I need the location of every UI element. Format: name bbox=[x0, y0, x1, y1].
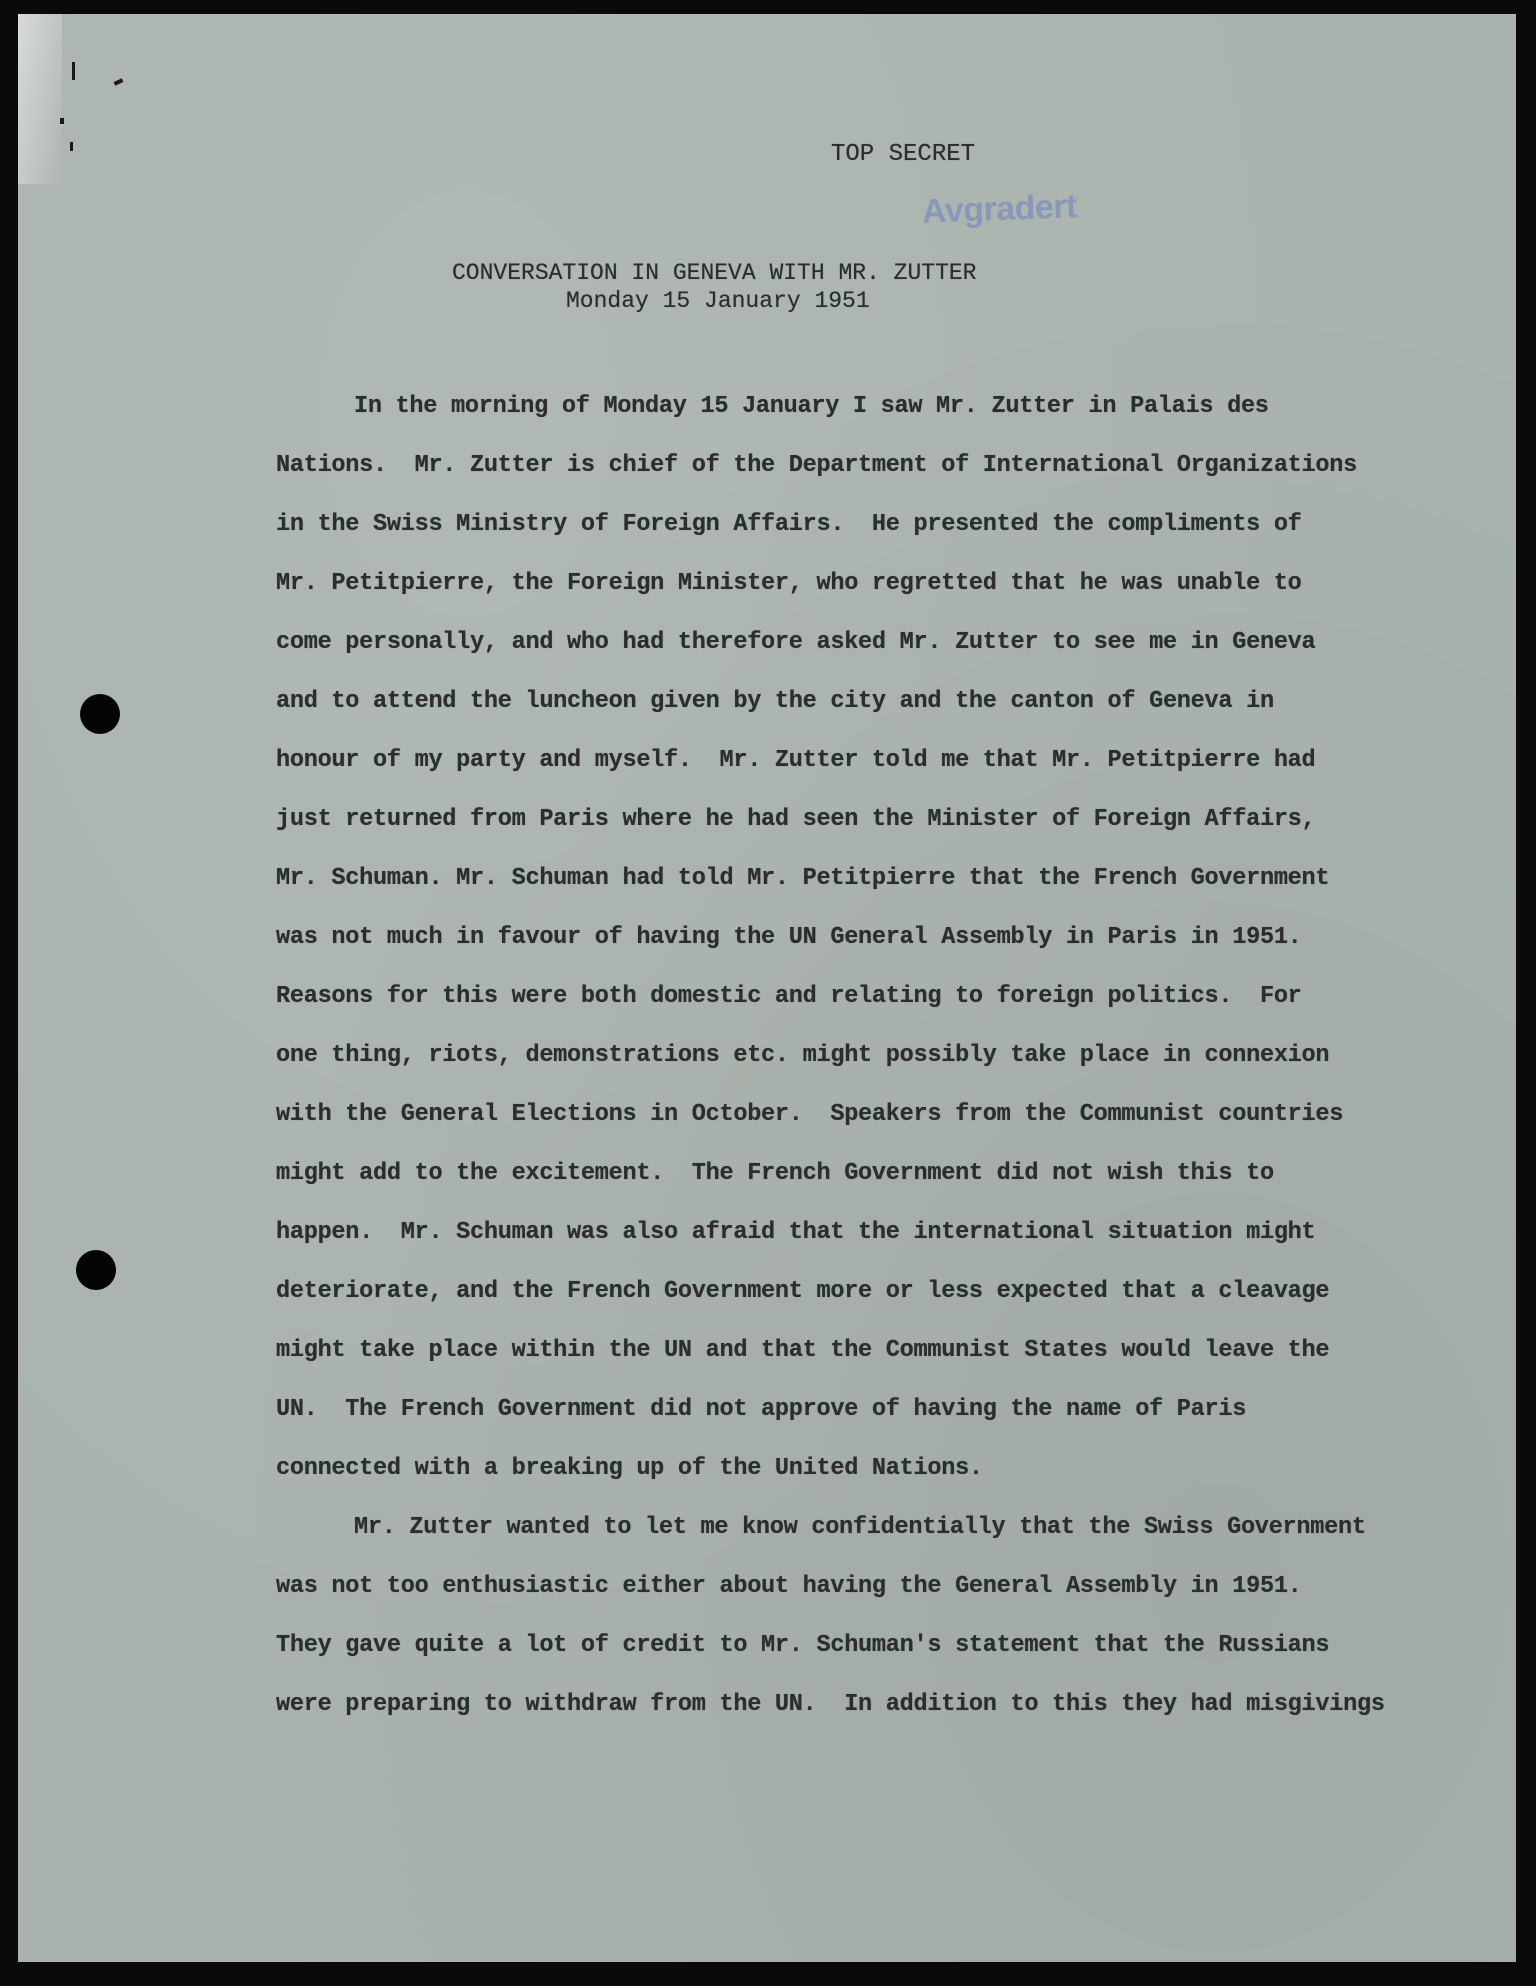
document-page bbox=[18, 14, 1516, 1962]
document-date: Monday 15 January 1951 bbox=[566, 288, 870, 314]
punch-hole-upper bbox=[80, 694, 120, 734]
document-title: CONVERSATION IN GENEVA WITH MR. ZUTTER bbox=[452, 260, 977, 286]
punch-hole-lower bbox=[76, 1250, 116, 1290]
body-line: come personally, and who had therefore asked Mr. Zutter to see me in Geneva bbox=[276, 629, 1316, 656]
body-line: Mr. Schuman. Mr. Schuman had told Mr. Petitpierre that the French Government bbox=[276, 865, 1330, 892]
body-line: might add to the excitement. The French Government did not wish this to bbox=[276, 1160, 1274, 1187]
body-line: just returned from Paris where he had seen the Minister of Foreign Affairs, bbox=[276, 806, 1316, 833]
body-line: honour of my party and myself. Mr. Zutter told me that Mr. Petitpierre had bbox=[276, 747, 1316, 774]
body-line: Reasons for this were both domestic and relating to foreign politics. For bbox=[276, 983, 1302, 1010]
ink-speck bbox=[60, 118, 64, 124]
body-line: was not too enthusiastic either about having the General Assembly in 1951. bbox=[276, 1573, 1302, 1600]
body-line: with the General Elections in October. Speakers from the Communist countries bbox=[276, 1101, 1344, 1128]
paper-corner-tear bbox=[18, 14, 62, 184]
ink-speck bbox=[70, 142, 73, 151]
declassified-stamp: Avgradert bbox=[921, 187, 1078, 231]
body-line: connected with a breaking up of the United Nations. bbox=[276, 1455, 983, 1482]
body-line: Mr. Zutter wanted to let me know confidentially that the Swiss Government bbox=[354, 1514, 1366, 1541]
body-line: UN. The French Government did not approve of having the name of Paris bbox=[276, 1396, 1247, 1423]
body-line: and to attend the luncheon given by the city and the canton of Geneva in bbox=[276, 688, 1274, 715]
ink-speck bbox=[72, 62, 75, 80]
body-line: In the morning of Monday 15 January I saw Mr. Zutter in Palais des bbox=[354, 393, 1269, 420]
classification-label: TOP SECRET bbox=[831, 141, 976, 168]
body-line: in the Swiss Ministry of Foreign Affairs. He presented the compliments of bbox=[276, 511, 1302, 538]
body-line: were preparing to withdraw from the UN. In addition to this they had misgivings bbox=[276, 1691, 1385, 1718]
body-line: They gave quite a lot of credit to Mr. Schuman's statement that the Russians bbox=[276, 1632, 1330, 1659]
body-line: deteriorate, and the French Government more or less expected that a cleavage bbox=[276, 1278, 1330, 1305]
body-line: happen. Mr. Schuman was also afraid that the international situation might bbox=[276, 1219, 1316, 1246]
body-line: Nations. Mr. Zutter is chief of the Department of International Organizations bbox=[276, 452, 1357, 479]
body-line: might take place within the UN and that the Communist States would leave the bbox=[276, 1337, 1330, 1364]
body-line: Mr. Petitpierre, the Foreign Minister, who regretted that he was unable to bbox=[276, 570, 1302, 597]
body-line: one thing, riots, demonstrations etc. might possibly take place in connexion bbox=[276, 1042, 1330, 1069]
ink-speck bbox=[114, 78, 124, 85]
body-line: was not much in favour of having the UN General Assembly in Paris in 1951. bbox=[276, 924, 1302, 951]
